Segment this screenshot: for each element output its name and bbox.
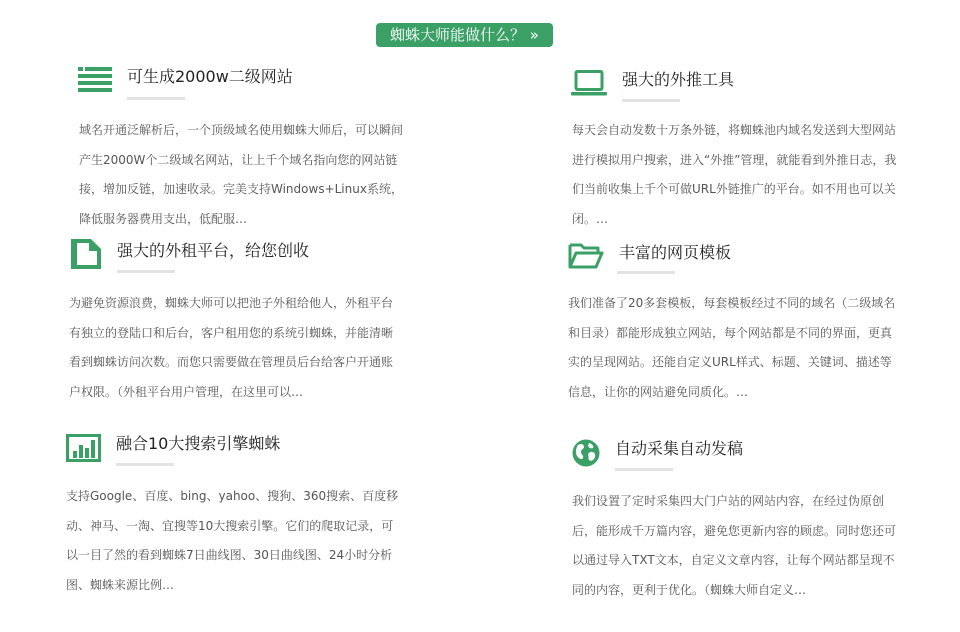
feature-title: 强大的外租平台，给您创收 xyxy=(117,241,310,260)
feature-description: 我们准备了20多套模板，每套模板经过不同的域名（二级域名和目录）都能形成独立网站，每个网站都是不同的界面，更真实的呈现网站。还能自定义URL样式、标题、关键词、描述等信息，让你的网站避免同质化。… xyxy=(568,296,896,399)
feature-title: 丰富的网页模板 xyxy=(619,243,732,262)
bar-chart-icon xyxy=(66,434,101,462)
title-underline xyxy=(617,271,675,274)
feature-description: 域名开通泛解析后，一个顶级域名使用蜘蛛大师后，可以瞬间产生2000W个二级域名网站，让上千个域名指向您的网站链接，增加反链，加速收录。完美支持Windows+Linux系统，降低服务器费用支出，低配服… xyxy=(79,123,404,226)
folder-icon xyxy=(568,241,604,269)
document-icon xyxy=(69,237,103,271)
feature-title: 自动采集自动发稿 xyxy=(615,439,744,458)
title-underline xyxy=(117,270,175,273)
feature-description: 我们设置了定时采集四大门户站的网站内容，在经过伪原创后，能形成千万篇内容，避免您更新内容的顾虑。同时您还可以通过导入TXT文本，自定义文章内容，让每个网站都呈现不同的内容，更利于优化。（蜘蛛大师自定义… xyxy=(572,494,897,597)
title-underline xyxy=(116,463,174,466)
feature-title: 强大的外推工具 xyxy=(622,70,735,89)
feature-title: 可生成2000w二级网站 xyxy=(127,67,293,86)
list-icon xyxy=(78,66,112,94)
feature-title: 融合10大搜索引擎蜘蛛 xyxy=(116,434,281,453)
title-underline xyxy=(127,97,185,100)
feature-description: 支持Google、百度、bing、yahoo、搜狗、360搜索、百度移动、神马、一淘、宜搜等10大搜索引擎。它们的爬取记录，可以一目了然的看到蜘蛛7日曲线图、30日曲线图、24小时分析图、蜘蛛来源比例… xyxy=(66,489,399,592)
globe-icon xyxy=(572,439,600,467)
laptop-icon xyxy=(571,70,607,96)
feature-description: 每天会自动发数十万条外链，将蜘蛛池内域名发送到大型网站进行模拟用户搜索，进入“外推”管理，就能看到外推日志，我们当前收集上千个可做URL外链推广的平台。如不用也可以关闭。… xyxy=(572,123,897,226)
title-underline xyxy=(622,99,680,102)
what-can-spider-master-do-button[interactable]: 蜘蛛大师能做什么？ » xyxy=(376,23,553,47)
title-underline xyxy=(615,468,673,471)
feature-description: 为避免资源浪费，蜘蛛大师可以把池子外租给他人，外租平台有独立的登陆口和后台，客户租用您的系统引蜘蛛，并能清晰看到蜘蛛访问次数。而您只需要做在管理员后台给客户开通账户权限。（外租平台用户管理，在这里可以… xyxy=(69,296,394,399)
